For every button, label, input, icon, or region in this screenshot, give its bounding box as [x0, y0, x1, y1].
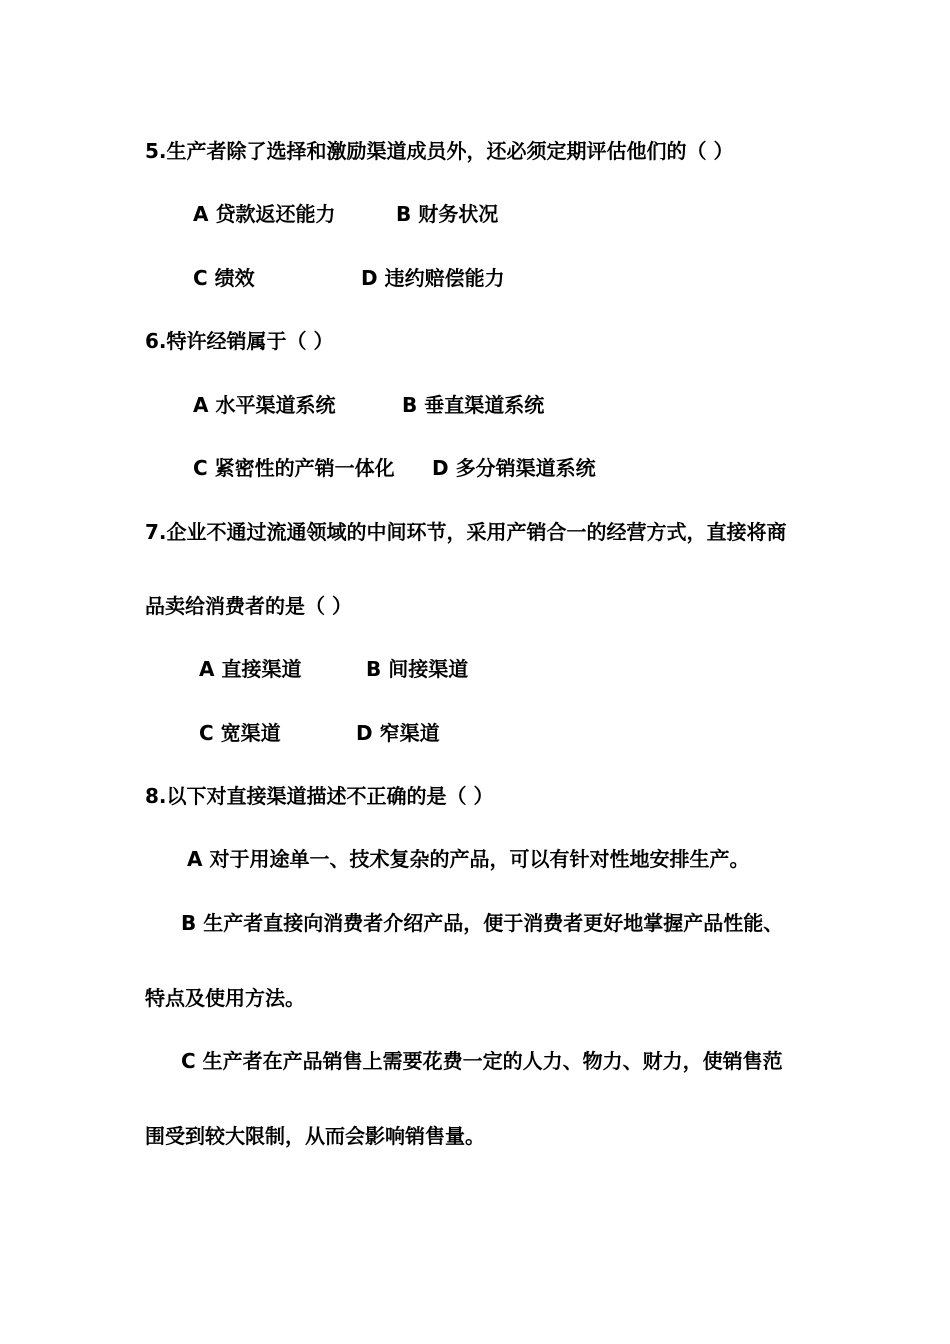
question-8-option-a: A 对于用途单一、技术复杂的产品，可以有针对性地安排生产。: [187, 847, 750, 871]
question-7-option-b: B 间接渠道: [366, 657, 469, 681]
question-7-option-d: D 窄渠道: [356, 721, 440, 745]
question-6-stem: 6.特许经销属于（ ）: [145, 329, 334, 353]
question-7-stem-line-2: 品卖给消费者的是（ ）: [145, 594, 352, 618]
question-5-option-b: B 财务状况: [396, 202, 499, 226]
question-8-option-b-line-1: B 生产者直接向消费者介绍产品，便于消费者更好地掌握产品性能、: [181, 911, 784, 935]
question-8-option-c-line-1: C 生产者在产品销售上需要花费一定的人力、物力、财力，使销售范: [181, 1049, 783, 1073]
question-8-option-b-line-2: 特点及使用方法。: [145, 986, 305, 1010]
question-5-option-a: A 贷款返还能力: [193, 202, 336, 226]
question-5-stem: 5.生产者除了选择和激励渠道成员外，还必须定期评估他们的（ ）: [145, 139, 734, 163]
question-6-option-b: B 垂直渠道系统: [402, 393, 545, 417]
question-7-stem-line-1: 7.企业不通过流通领域的中间环节，采用产销合一的经营方式，直接将商: [145, 520, 787, 544]
question-6-option-d: D 多分销渠道系统: [432, 456, 596, 480]
question-7-option-c: C 宽渠道: [199, 721, 281, 745]
question-8-option-c-line-2: 围受到较大限制，从而会影响销售量。: [145, 1124, 485, 1148]
question-7-option-a: A 直接渠道: [199, 657, 302, 681]
question-6-option-c: C 紧密性的产销一体化: [193, 456, 395, 480]
question-8-stem: 8.以下对直接渠道描述不正确的是（ ）: [145, 784, 494, 808]
question-5-option-c: C 绩效: [193, 266, 255, 290]
question-6-option-a: A 水平渠道系统: [193, 393, 336, 417]
question-5-option-d: D 违约赔偿能力: [361, 266, 505, 290]
